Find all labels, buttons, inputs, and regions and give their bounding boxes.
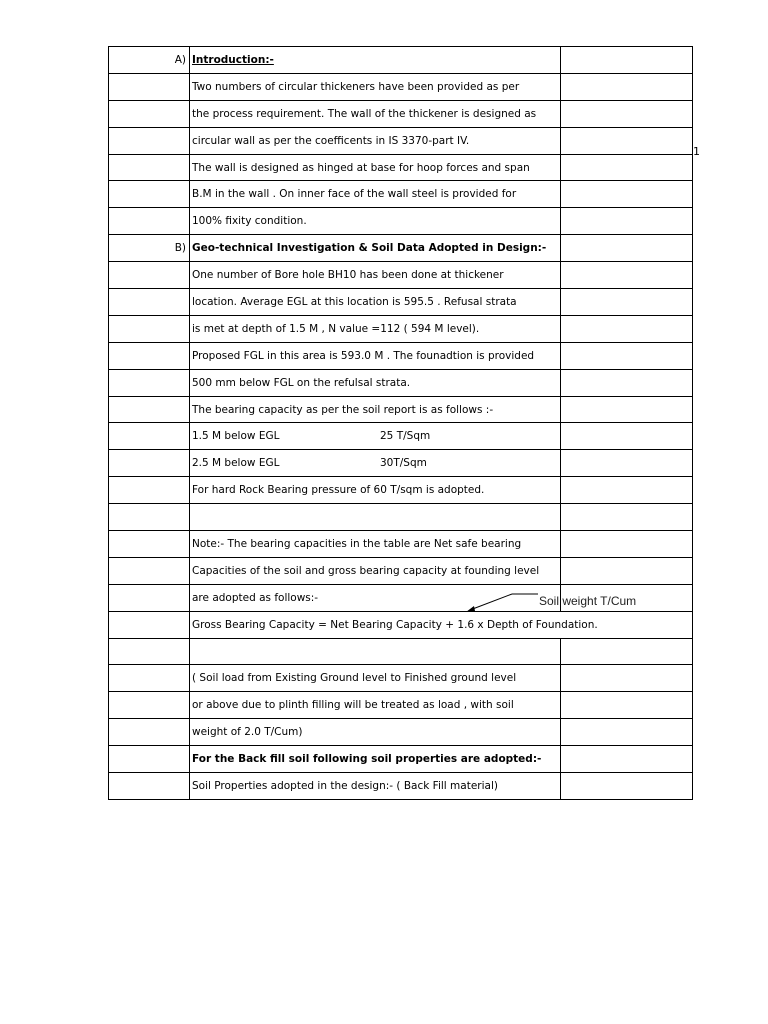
table-row [109, 665, 693, 692]
row-text-content: 500 mm below FGL on the refulsal strata. [192, 376, 411, 389]
row-label [109, 638, 190, 665]
table-row [109, 100, 693, 127]
row-remark-cell [561, 100, 693, 127]
row-text [190, 342, 561, 369]
row-text-content: or above due to plinth filling will be treated as load , with soil [192, 699, 514, 712]
row-text [190, 477, 561, 504]
row-label [109, 73, 190, 100]
row-remark-cell [561, 557, 693, 584]
row-text [190, 289, 561, 316]
table-row [109, 450, 693, 477]
row-remark-cell [561, 638, 693, 665]
table-row [109, 531, 693, 558]
row-remark-cell [561, 289, 693, 316]
row-label [109, 315, 190, 342]
row-text-content: The wall is designed as hinged at base for hoop forces and span [192, 161, 530, 174]
row-text [190, 369, 561, 396]
table-row [109, 342, 693, 369]
table-row [109, 73, 693, 100]
row-remark-cell [561, 396, 693, 423]
row-remark-cell [561, 208, 693, 235]
row-text-content: ( Soil load from Existing Ground level to Finished ground level [192, 672, 517, 685]
row-text-content: Gross Bearing Capacity = Net Bearing Capacity + 1.6 x Depth of Foundation. [192, 618, 598, 631]
row-remark-cell [561, 47, 693, 74]
row-text [190, 773, 561, 800]
depth-label: 1.5 M below EGL [192, 430, 280, 443]
table-row [109, 369, 693, 396]
row-remark-cell [561, 127, 693, 154]
row-text-content: Capacities of the soil and gross bearing capacity at founding level [192, 564, 540, 577]
row-label [109, 342, 190, 369]
row-label [109, 557, 190, 584]
table-row [109, 181, 693, 208]
bearing-capacity-value: 30T/Sqm [380, 457, 427, 470]
table-row [109, 746, 693, 773]
row-text [190, 235, 561, 262]
soil-weight-annotation: Soil weight T/Cum [539, 594, 637, 608]
row-label [109, 504, 190, 531]
table-row [109, 235, 693, 262]
row-text-content: Two numbers of circular thickeners have been provided as per [192, 80, 520, 93]
row-text [190, 450, 561, 477]
table-row [109, 315, 693, 342]
row-label [109, 611, 190, 638]
row-text [190, 719, 561, 746]
row-text-content: Introduction:- [192, 53, 274, 66]
row-text [190, 557, 561, 584]
row-remark-cell [561, 342, 693, 369]
row-text [190, 665, 561, 692]
row-label [109, 154, 190, 181]
table-row [109, 504, 693, 531]
row-text-content: Geo-technical Investigation & Soil Data Adopted in Design:- [192, 242, 547, 255]
row-text-content: For hard Rock Bearing pressure of 60 T/sqm is adopted. [192, 484, 485, 497]
row-text-content: weight of 2.0 T/Cum) [192, 726, 303, 739]
row-label [109, 396, 190, 423]
row-remark-cell [561, 262, 693, 289]
table-row [109, 289, 693, 316]
row-text [190, 262, 561, 289]
row-label [109, 100, 190, 127]
row-text-content: One number of Bore hole BH10 has been done at thickener [192, 269, 504, 282]
table-row [109, 557, 693, 584]
table-row [109, 638, 693, 665]
row-remark-cell [561, 719, 693, 746]
row-text [190, 396, 561, 423]
row-text [190, 423, 561, 450]
row-label [109, 127, 190, 154]
row-text [190, 181, 561, 208]
table-row [109, 127, 693, 154]
page-number: 1 [693, 145, 700, 158]
row-remark-cell [561, 73, 693, 100]
row-label [109, 450, 190, 477]
row-remark-cell [561, 665, 693, 692]
row-remark-cell [561, 477, 693, 504]
row-remark-cell [561, 773, 693, 800]
bearing-capacity-value: 25 T/Sqm [380, 430, 431, 443]
row-remark-cell [561, 315, 693, 342]
row-label [109, 692, 190, 719]
table-row [109, 423, 693, 450]
depth-label: 2.5 M below EGL [192, 457, 280, 470]
row-text-content: location. Average EGL at this location is 595.5 . Refusal strata [192, 295, 517, 308]
row-remark-cell [561, 746, 693, 773]
row-label [109, 719, 190, 746]
row-text-content: For the Back fill soil following soil properties are adopted:- [192, 753, 542, 766]
row-label [109, 208, 190, 235]
row-text [190, 208, 561, 235]
row-text [190, 531, 561, 558]
row-label: B) [109, 235, 190, 262]
row-text [190, 315, 561, 342]
row-text-content: is met at depth of 1.5 M , N value =112 ( 594 M level). [192, 322, 480, 335]
row-text [190, 73, 561, 100]
table-row [109, 262, 693, 289]
row-label [109, 369, 190, 396]
row-label [109, 477, 190, 504]
table-row [109, 477, 693, 504]
row-text-content: the process requirement. The wall of the thickener is designed as [192, 107, 537, 120]
row-text-content: Proposed FGL in this area is 593.0 M . The founadtion is provided [192, 349, 535, 362]
row-text-content: are adopted as follows:- [192, 591, 319, 604]
table-row [109, 47, 693, 74]
table-row [109, 208, 693, 235]
table-row [109, 773, 693, 800]
row-text [190, 746, 561, 773]
row-remark-cell [561, 504, 693, 531]
row-label [109, 531, 190, 558]
row-remark-cell [561, 450, 693, 477]
table-row [109, 396, 693, 423]
row-label [109, 289, 190, 316]
table-row [109, 154, 693, 181]
row-text [190, 100, 561, 127]
row-remark-cell [561, 235, 693, 262]
row-text-content: Note:- The bearing capacities in the table are Net safe bearing [192, 537, 522, 550]
annotation-arrow [460, 586, 540, 616]
row-label [109, 423, 190, 450]
row-label [109, 181, 190, 208]
row-remark-cell [561, 423, 693, 450]
row-text-content: circular wall as per the coefficents in IS 3370-part IV. [192, 134, 470, 147]
row-text-content: The bearing capacity as per the soil report is as follows :- [192, 403, 494, 416]
row-remark-cell [561, 531, 693, 558]
row-text [190, 127, 561, 154]
row-text [190, 504, 561, 531]
row-text [190, 47, 561, 74]
row-label [109, 584, 190, 611]
row-text-content: 100% fixity condition. [192, 215, 307, 228]
row-text [190, 154, 561, 181]
table-row [109, 611, 693, 638]
row-text [190, 638, 561, 665]
row-remark-cell [561, 154, 693, 181]
row-label [109, 746, 190, 773]
row-remark-cell [561, 369, 693, 396]
table-row [109, 692, 693, 719]
row-label [109, 665, 190, 692]
row-remark-cell [561, 692, 693, 719]
row-label [109, 773, 190, 800]
table-row [109, 719, 693, 746]
row-text-content: Soil Properties adopted in the design:- ( Back Fill material) [192, 779, 498, 792]
row-label: A) [109, 47, 190, 74]
row-remark-cell [561, 181, 693, 208]
document-table [108, 46, 693, 800]
row-text [190, 692, 561, 719]
row-text-content: B.M in the wall . On inner face of the wall steel is provided for [192, 188, 517, 201]
row-label [109, 262, 190, 289]
